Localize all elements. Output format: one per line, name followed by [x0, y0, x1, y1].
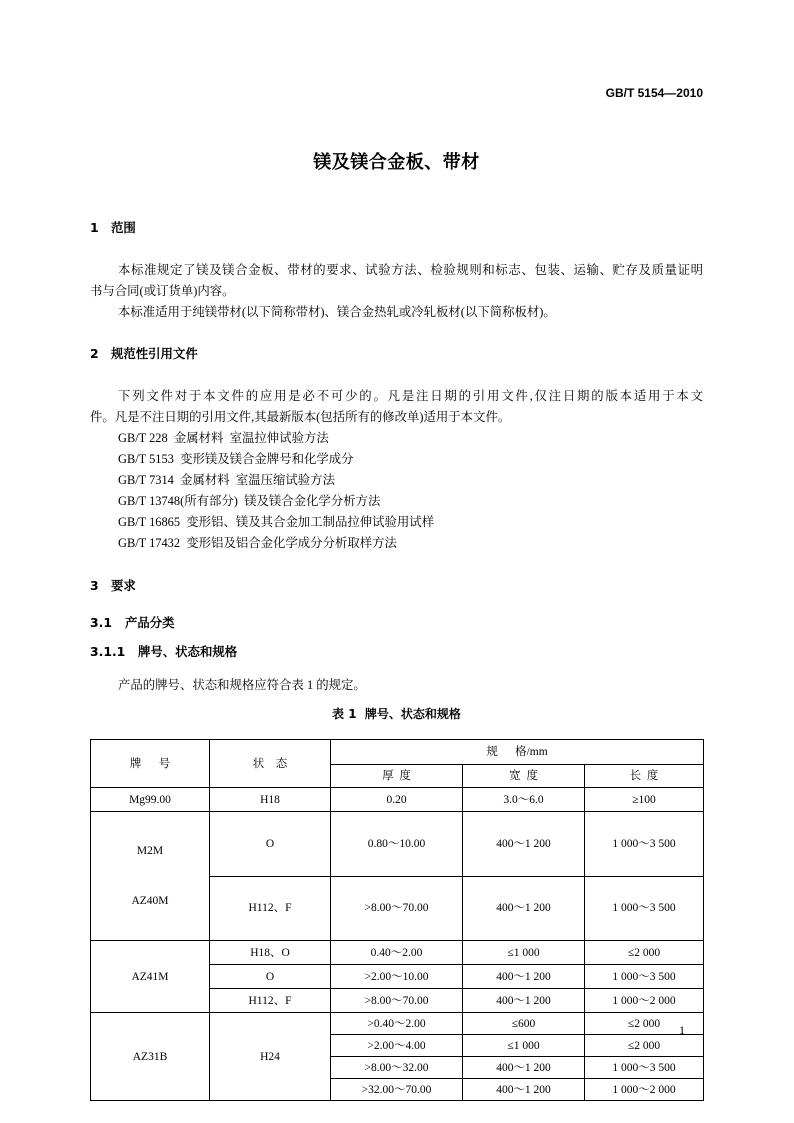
cell-width: 400～1 200 [463, 876, 585, 941]
cell-length: ≤2 000 [585, 941, 704, 965]
reference-item: GB/T 228 金属材料 室温拉伸试验方法 [118, 431, 329, 445]
paragraph-line: 下列文件对于本文件的应用是必不可少的。凡是注日期的引用文件,仅注日期的版本适用于本文 [118, 389, 703, 403]
cell-temper: H24 [210, 1013, 331, 1101]
section-title: 要求 [111, 578, 136, 593]
cell-thickness: >0.40～2.00 [331, 1013, 463, 1035]
section-2-heading [90, 346, 198, 362]
cell-thickness: >2.00～10.00 [331, 965, 463, 989]
paragraph-line: 书与合同(或订货单)内容。 [90, 284, 235, 298]
table-row [91, 941, 704, 965]
cell-width: 400～1 200 [463, 1057, 585, 1079]
cell-temper: H18、O [210, 941, 331, 965]
header-temper: 状 态 [210, 740, 331, 788]
table-row [91, 1013, 704, 1035]
cell-width: 3.0～6.0 [463, 788, 585, 812]
cell-length: 1 000～3 500 [585, 1057, 704, 1079]
brand-line: M2M [136, 845, 164, 857]
spec-table [90, 739, 704, 1101]
cell-thickness: >8.00～32.00 [331, 1057, 463, 1079]
cell-width: ≤1 000 [463, 941, 585, 965]
standard-number: GB/T 5154—2010 [605, 86, 703, 100]
cell-thickness: >32.00～70.00 [331, 1079, 463, 1101]
header-thickness: 厚 度 [331, 765, 463, 788]
table-row [91, 812, 704, 877]
cell-length: ≥100 [585, 788, 704, 812]
cell-thickness: 0.40～2.00 [331, 941, 463, 965]
cell-length: 1 000～3 500 [585, 876, 704, 941]
section-title: 范围 [111, 220, 136, 235]
table-caption: 表 1 牌号、状态和规格 [332, 707, 461, 721]
cell-width: 400～1 200 [463, 1079, 585, 1101]
cell-temper: H112、F [210, 989, 331, 1013]
section-number: 2 [90, 346, 99, 361]
cell-temper: O [210, 965, 331, 989]
header-length: 长 度 [585, 765, 704, 788]
paragraph-line: 本标准适用于纯镁带材(以下简称带材)、镁合金热轧或冷轧板材(以下简称板材)。 [118, 305, 556, 319]
header-width: 宽 度 [463, 765, 585, 788]
table-header-row [91, 740, 704, 765]
reference-item: GB/T 16865 变形铝、镁及其合金加工制品拉伸试验用试样 [118, 515, 435, 529]
cell-width: 400～1 200 [463, 965, 585, 989]
section-title: 牌号、状态和规格 [138, 644, 238, 659]
reference-item: GB/T 17432 变形铝及铝合金化学成分分析取样方法 [118, 536, 397, 550]
section-2-body [90, 386, 703, 554]
cell-width: ≤600 [463, 1013, 585, 1035]
cell-thickness: 0.20 [331, 788, 463, 812]
section-title: 规范性引用文件 [111, 346, 198, 361]
paragraph-line: 本标准规定了镁及镁合金板、带材的要求、试验方法、检验规则和标志、包装、运输、贮存及质量证明 [118, 263, 703, 277]
section-3-1-1-heading [90, 644, 237, 660]
cell-brand: AZ41M [91, 941, 210, 1013]
cell-temper: H112、F [210, 876, 331, 941]
document-title: 镁及镁合金板、带材 [313, 152, 480, 173]
reference-item: GB/T 7314 金属材料 室温压缩试验方法 [118, 473, 335, 487]
page-number: 1 [679, 1023, 685, 1037]
cell-brand: Mg99.00 [91, 788, 210, 812]
cell-width: 400～1 200 [463, 812, 585, 877]
cell-thickness: >2.00～4.00 [331, 1035, 463, 1057]
cell-thickness: >8.00～70.00 [331, 989, 463, 1013]
section-number: 3.1.1 [90, 644, 126, 659]
cell-length: 1 000～3 500 [585, 812, 704, 877]
section-number: 1 [90, 220, 99, 235]
paragraph-line: 产品的牌号、状态和规格应符合表 1 的规定。 [118, 678, 366, 692]
cell-length: 1 000～3 500 [585, 965, 704, 989]
cell-thickness: 0.80～10.00 [331, 812, 463, 877]
cell-length: ≤2 000 [585, 1013, 704, 1035]
section-number: 3 [90, 578, 99, 593]
table-row [91, 788, 704, 812]
header-spec: 规 格/mm [331, 740, 704, 765]
cell-brand: AZ31B [91, 1013, 210, 1101]
section-number: 3.1 [90, 615, 112, 630]
section-title: 产品分类 [125, 615, 175, 630]
section-3-1-1-body [90, 675, 703, 696]
cell-brand [91, 812, 210, 941]
cell-width: ≤1 000 [463, 1035, 585, 1057]
cell-width: 400～1 200 [463, 989, 585, 1013]
section-1-heading [90, 220, 136, 236]
reference-item: GB/T 13748(所有部分) 镁及镁合金化学分析方法 [118, 494, 381, 508]
cell-length: 1 000～2 000 [585, 989, 704, 1013]
section-3-heading [90, 578, 136, 594]
section-1-body [90, 260, 703, 323]
cell-temper: O [210, 812, 331, 877]
cell-temper: H18 [210, 788, 331, 812]
cell-length: 1 000～2 000 [585, 1079, 704, 1101]
reference-item: GB/T 5153 变形镁及镁合金牌号和化学成分 [118, 452, 354, 466]
cell-length: ≤2 000 [585, 1035, 704, 1057]
cell-thickness: >8.00～70.00 [331, 876, 463, 941]
header-brand: 牌 号 [91, 740, 210, 788]
section-3-1-heading [90, 615, 175, 631]
brand-line: AZ40M [131, 895, 169, 907]
paragraph-line: 件。凡是不注日期的引用文件,其最新版本(包括所有的修改单)适用于本文件。 [90, 410, 511, 424]
